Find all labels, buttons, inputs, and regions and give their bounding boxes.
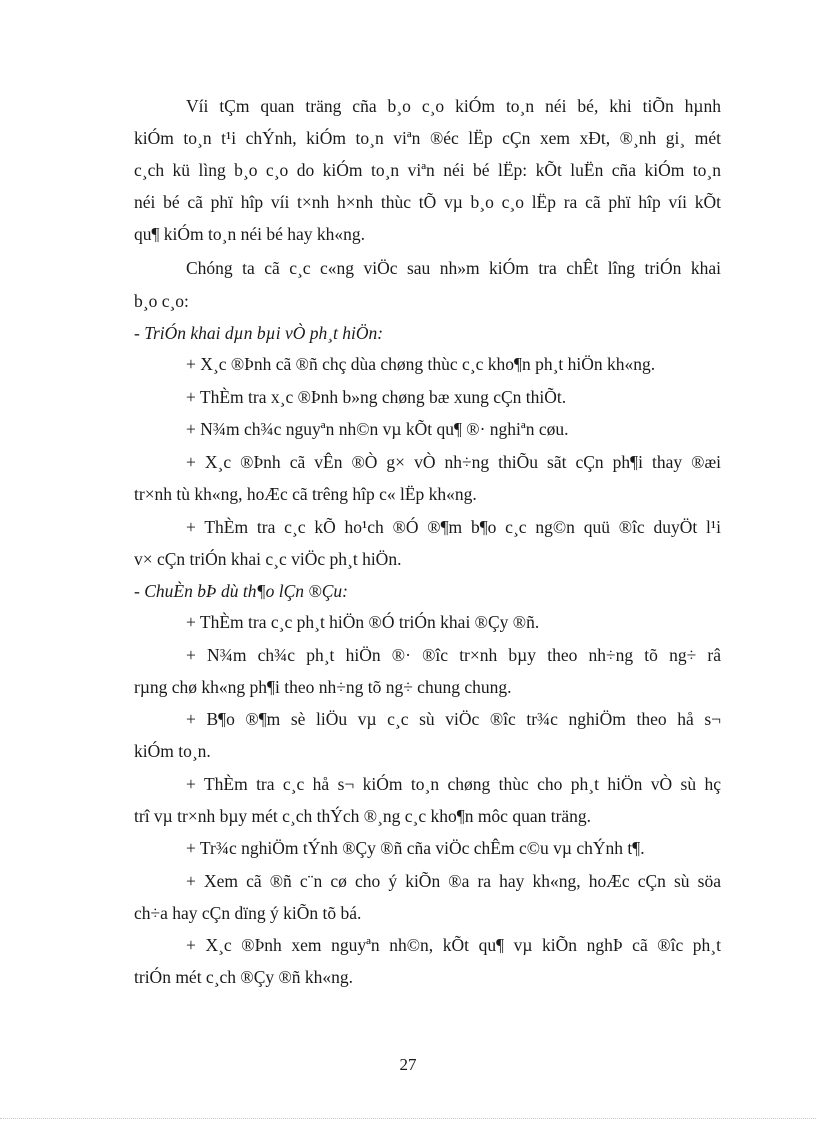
list-item: + Xem cã ®ñ c¨n cø cho ý kiÕn ®a ra hay kh«ng, hoÆc cÇn sù söa <box>186 871 721 891</box>
list-item: + Tr¾c nghiÖm tÝnh ®Çy ®ñ cña viÖc chÊm c©u vµ chÝnh t¶. <box>186 838 645 858</box>
list-item: + ThÈm tra c¸c kÕ ho¹ch ®Ó ®¶m b¶o c¸c ng©n quü ®îc duyÖt l¹i <box>186 517 721 537</box>
section-heading: - ChuÈn bÞ dù th¶o lÇn ®Çu: <box>134 581 348 601</box>
text-line: ch÷a hay cÇn dïng ý kiÕn tõ bá. <box>134 903 362 923</box>
text-line: triÓn mét c¸ch ®Çy ®ñ kh«ng. <box>134 967 354 987</box>
text-line: b¸o c¸o: <box>134 291 189 311</box>
page-number: 27 <box>399 1055 417 1074</box>
text-line: trî vµ tr×nh bµy mét c¸ch thÝch ®¸ng c¸c kho¶n môc quan träng. <box>134 806 592 826</box>
list-item: + ThÈm tra c¸c ph¸t hiÖn ®Ó triÓn khai ®Çy ®ñ. <box>186 612 540 632</box>
list-item: + B¶o ®¶m sè liÖu vµ c¸c sù viÖc ®îc tr¾c nghiÖm theo hå s¬ <box>186 709 721 729</box>
text-line: néi bé cã phï hîp víi t×nh h×nh thùc tÕ vµ b¸o c¸o lËp ra cã phï hîp víi kÕt <box>134 192 721 212</box>
text-line: tr×nh tù kh«ng, hoÆc cã trêng hîp c« lËp kh«ng. <box>134 484 477 504</box>
list-item: + X¸c ®Þnh cã vÊn ®Ò g× vÒ nh÷ng thiÕu sãt cÇn ph¶i thay ®æi <box>186 452 721 472</box>
text-line: Víi tÇm quan träng cña b¸o c¸o kiÓm to¸n néi bé, khi tiÕn hµnh <box>186 96 721 116</box>
text-line: kiÓm to¸n t¹i chÝnh, kiÓm to¸n viªn ®éc lËp cÇn xem xÐt, ®¸nh gi¸ mét <box>134 128 721 148</box>
list-item: + X¸c ®Þnh cã ®ñ chç dùa chøng thùc c¸c kho¶n ph¸t hiÖn kh«ng. <box>186 354 656 374</box>
list-item: + ThÈm tra c¸c hå s¬ kiÓm to¸n chøng thùc cho ph¸t hiÖn vÒ sù hç <box>186 774 721 794</box>
text-line: qu¶ kiÓm to¸n néi bé hay kh«ng. <box>134 224 366 244</box>
text-line: kiÓm to¸n. <box>134 741 211 761</box>
text-line: v× cÇn triÓn khai c¸c viÖc ph¸t hiÖn. <box>134 549 402 569</box>
text-line: c¸ch kü lìng b¸o c¸o do kiÓm to¸n viªn néi bé lËp: kÕt luËn cña kiÓm to¸n <box>134 160 721 180</box>
list-item: + N¾m ch¾c nguyªn nh©n vµ kÕt qu¶ ®· nghiªn cøu. <box>186 419 569 439</box>
text-line: Chóng ta cã c¸c c«ng viÖc sau nh»m kiÓm tra chÊt lîng triÓn khai <box>186 258 721 278</box>
section-heading: - TriÓn khai dµn bµi vÒ ph¸t hiÖn: <box>134 323 384 343</box>
list-item: + N¾m ch¾c ph¸t hiÖn ®· ®îc tr×nh bµy theo nh÷ng tõ ng÷ râ <box>186 645 721 665</box>
list-item: + X¸c ®Þnh xem nguyªn nh©n, kÕt qu¶ vµ kiÕn nghÞ cã ®îc ph¸t <box>186 935 721 955</box>
text-line: rµng chø kh«ng ph¶i theo nh÷ng tõ ng÷ chung chung. <box>134 677 512 697</box>
page-bottom-divider <box>0 1118 816 1119</box>
list-item: + ThÈm tra x¸c ®Þnh b»ng chøng bæ xung cÇn thiÕt. <box>186 387 567 407</box>
